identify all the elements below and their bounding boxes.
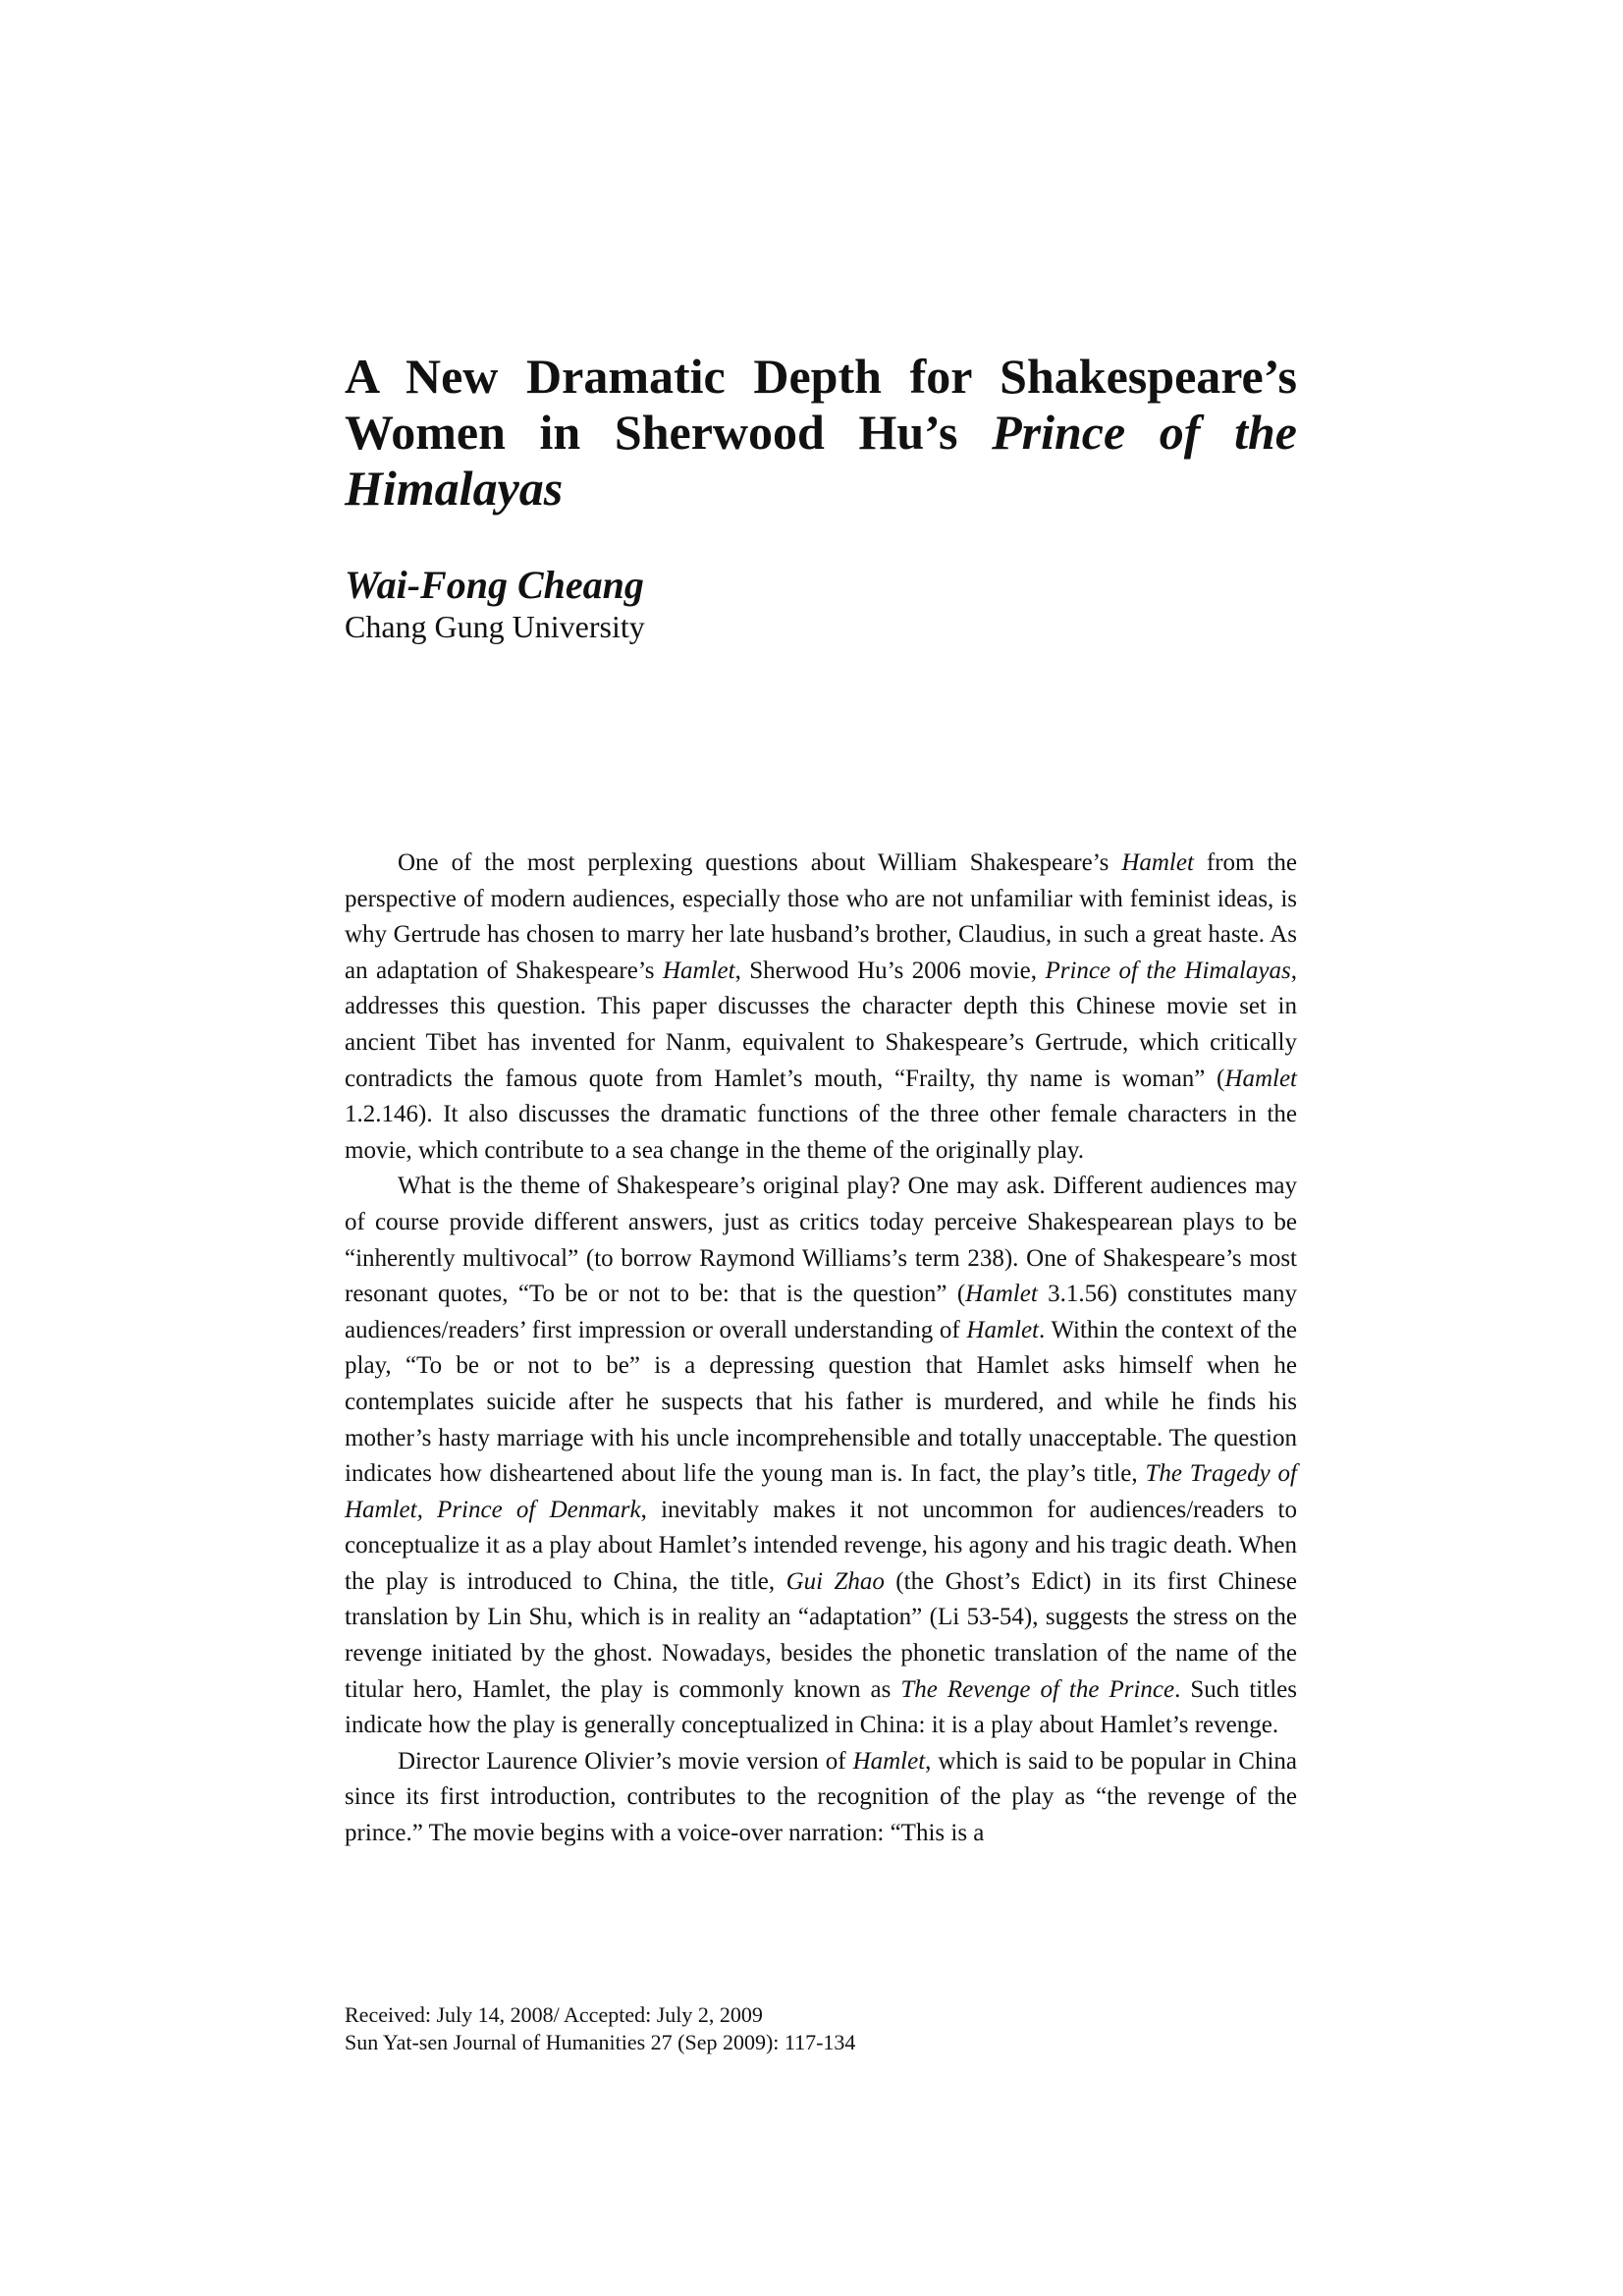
text-run: Director Laurence Olivier’s movie version of [398, 1747, 853, 1775]
text-run: . Such titles indicate how the play is generally conceptualized in China: it is a play about Hamlet’s revenge. [345, 1675, 1297, 1739]
italic-run: The Tragedy of Hamlet, Prince of Denmark [345, 1460, 1297, 1523]
italic-run: Hamlet [662, 957, 735, 984]
text-run: , inevitably makes it not uncommon for audiences/readers to conceptualize it as a play about Hamlet’s intended revenge, his agony and his tragic death. When the play is introduced to China, the title, [345, 1496, 1298, 1595]
title-line-2-text: Women in Sherwood Hu’s [345, 405, 993, 460]
text-run: , which is said to be popular in China since its first introduction, contributes to the recognition of the play as “the revenge of the prince.” The movie begins with a voice-over narration: “This is a [345, 1747, 1297, 1847]
paragraph-2 [345, 1169, 1297, 1744]
italic-run: Hamlet [1224, 1065, 1297, 1092]
italic-run: Gui Zhao [785, 1567, 885, 1595]
paper-body [345, 846, 1297, 1852]
text-run: , Sherwood Hu’s 2006 movie, [734, 957, 1046, 984]
italic-run: Hamlet [965, 1281, 1038, 1308]
title-line-3-italic: Himalayas [345, 461, 564, 516]
publication-footer [345, 2001, 855, 2056]
title-line-3 [345, 461, 1297, 517]
italic-run: Prince of the Himalayas [1045, 957, 1291, 984]
title-line-1: A New Dramatic Depth for Shakespeare’s [345, 349, 1297, 404]
text-run: . Within the context of the play, “To be or not to be” is a depressing question that Hamlet asks himself when he contemplates suicide after he suspects that his father is murdered, and while he finds his mother’s hasty marriage with his uncle incomprehensible and totally unacceptable. The question indicates how disheartened about life the young man is. In fact, the play’s title, [345, 1316, 1297, 1488]
text-run: One of the most perplexing questions about William Shakespeare’s [398, 849, 1122, 876]
text-run: 1.2.146). It also discusses the dramatic functions of the three other female characters in the movie, which contribute to a sea change in the theme of the originally play. [345, 1101, 1297, 1164]
paper-title [345, 349, 1297, 517]
title-line-2 [345, 405, 1297, 461]
received-accepted-dates: Received: July 14, 2008/ Accepted: July 2, 2009 [345, 2002, 763, 2027]
author-name: Wai-Fong Cheang [345, 563, 644, 607]
italic-run: Hamlet [852, 1747, 926, 1775]
text-run: from the perspective of modern audiences, especially those who are not unfamiliar with feminist ideas, is why Gertrude has chosen to marry her late husband’s brother, Claudius, in such a great haste. As an adaptation of Shakespeare’s [345, 849, 1297, 984]
italic-run: Hamlet [966, 1316, 1039, 1343]
text-run: 3.1.56) constitutes many audiences/readers’ first impression or overall understanding of [345, 1281, 1297, 1343]
paragraph-3 [345, 1744, 1297, 1852]
journal-citation: Sun Yat-sen Journal of Humanities 27 (Sep 2009): 117-134 [345, 2030, 856, 2054]
title-line-2-italic: Prince of the [992, 405, 1297, 460]
italic-run: The Revenge of the Prince [900, 1675, 1175, 1703]
italic-run: Hamlet [1121, 849, 1194, 876]
text-run: , addresses this question. This paper discusses the character depth this Chinese movie set in ancient Tibet has invented for Nanm, equivalent to Shakespeare’s Gertrude, which critically contradicts the famous quote from Hamlet’s mouth, “Frailty, thy name is woman” ( [345, 957, 1297, 1092]
text-run: What is the theme of Shakespeare’s original play? One may ask. Different audiences may of course provide different answers, just as critics today perceive Shakespearean plays to be “inherently multivocal” (to borrow Raymond Williams’s term 238). One of Shakespeare’s most resonant quotes, “To be or not to be: that is the question” ( [345, 1173, 1297, 1308]
paragraph-1 [345, 846, 1297, 1169]
author-affiliation: Chang Gung University [345, 609, 645, 644]
text-run: (the Ghost’s Edict) in its first Chinese translation by Lin Shu, which is in reality an “adaptation” (Li 53-54), suggests the stress on the revenge initiated by the ghost. Nowadays, besides the phonetic translation of the name of the titular hero, Hamlet, the play is commonly known as [345, 1567, 1298, 1703]
